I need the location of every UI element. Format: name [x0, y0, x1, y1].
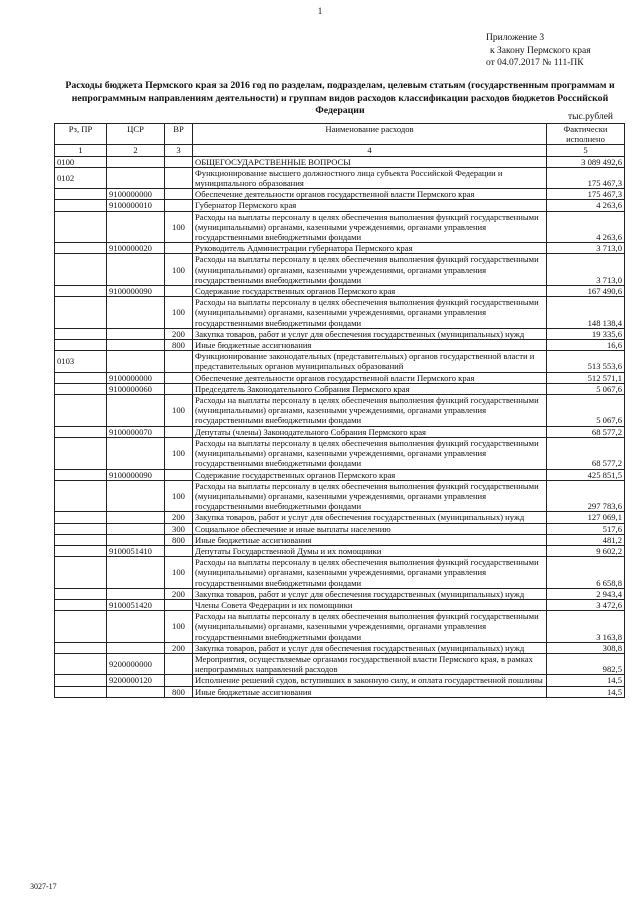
cell-amount: 512 571,1 — [547, 372, 625, 383]
cell-amount: 68 577,2 — [547, 437, 625, 469]
table-row — [55, 340, 625, 351]
cell-rz — [55, 437, 107, 469]
table-header-row — [55, 124, 625, 145]
table-row — [55, 534, 625, 545]
cell-rz — [55, 340, 107, 351]
cell-csr — [107, 534, 165, 545]
header-name: Наименование расходов — [193, 124, 547, 145]
cell-csr: 9200000120 — [107, 675, 165, 686]
cell-rz — [55, 557, 107, 589]
cell-name: Расходы на выплаты персоналу в целях обеспечения выполнения функций государственными (муниципальными) органами, казенными учреждениями, органами управления государственными внебюджетными фондами — [193, 437, 547, 469]
cell-csr: 9100000060 — [107, 383, 165, 394]
cell-csr — [107, 211, 165, 243]
cell-rz — [55, 642, 107, 653]
cell-vr: 100 — [165, 611, 193, 643]
cell-vr — [165, 653, 193, 674]
cell-name: Содержание государственных органов Пермского края — [193, 469, 547, 480]
header-vr: ВР — [165, 124, 193, 145]
cell-csr — [107, 437, 165, 469]
cell-rz — [55, 611, 107, 643]
cell-rz — [55, 426, 107, 437]
cell-vr: 100 — [165, 557, 193, 589]
cell-rz — [55, 243, 107, 254]
cell-name: Закупка товаров, работ и услуг для обеспечения государственных (муниципальных) нужд — [193, 512, 547, 523]
col-number: 3 — [165, 145, 193, 156]
cell-amount: 9 602,2 — [547, 545, 625, 556]
expenses-table — [54, 123, 625, 698]
cell-rz — [55, 328, 107, 339]
cell-name: Закупка товаров, работ и услуг для обеспечения государственных (муниципальных) нужд — [193, 642, 547, 653]
col-number: 1 — [55, 145, 107, 156]
cell-csr — [107, 167, 165, 188]
cell-amount: 16,6 — [547, 340, 625, 351]
cell-name: Исполнение решений судов, вступивших в законную силу, и оплата государственной пошлины — [193, 675, 547, 686]
table-row — [55, 372, 625, 383]
cell-vr — [165, 545, 193, 556]
cell-vr: 100 — [165, 254, 193, 286]
cell-csr — [107, 523, 165, 534]
cell-rz — [55, 297, 107, 329]
cell-vr: 200 — [165, 642, 193, 653]
cell-csr: 9100000090 — [107, 286, 165, 297]
cell-rz: 0102 — [55, 167, 107, 188]
cell-csr: 9100000000 — [107, 189, 165, 200]
table-row — [55, 189, 625, 200]
cell-vr — [165, 383, 193, 394]
cell-amount: 982,5 — [547, 653, 625, 674]
cell-rz — [55, 523, 107, 534]
cell-amount: 297 783,6 — [547, 480, 625, 512]
cell-csr — [107, 340, 165, 351]
table-row — [55, 588, 625, 599]
cell-rz — [55, 254, 107, 286]
appendix-line-1: Приложение 3 — [486, 33, 545, 43]
cell-vr: 100 — [165, 480, 193, 512]
cell-csr: 9200000000 — [107, 653, 165, 674]
appendix-block — [486, 32, 591, 70]
table-row — [55, 243, 625, 254]
cell-vr — [165, 372, 193, 383]
cell-rz — [55, 211, 107, 243]
cell-name: Социальное обеспечение и иные выплаты населению — [193, 523, 547, 534]
table-row — [55, 642, 625, 653]
table-row — [55, 156, 625, 167]
cell-name: Депутаты Государственной Думы и их помощники — [193, 545, 547, 556]
cell-amount: 517,6 — [547, 523, 625, 534]
cell-rz — [55, 545, 107, 556]
cell-csr — [107, 254, 165, 286]
col-number: 4 — [193, 145, 547, 156]
cell-vr: 100 — [165, 437, 193, 469]
cell-amount: 3 089 492,6 — [547, 156, 625, 167]
cell-rz — [55, 372, 107, 383]
cell-name: Депутаты (члены) Законодательного Собрания Пермского края — [193, 426, 547, 437]
document-title: Расходы бюджета Пермского края за 2016 год по разделам, подразделам, целевым статьям (государственным программам и непрограммным направлениям деятельности) и группам видов расходов классификации расходов бюджетов Российской Федерации — [65, 80, 615, 116]
appendix-line-3: от 04.07.2017 № 111-ПК — [486, 58, 584, 68]
cell-csr — [107, 480, 165, 512]
cell-csr: 9100000000 — [107, 372, 165, 383]
cell-name: Расходы на выплаты персоналу в целях обеспечения выполнения функций государственными (муниципальными) органами, казенными учреждениями, органами управления государственными внебюджетными фондами — [193, 395, 547, 427]
cell-rz — [55, 686, 107, 697]
cell-amount: 3 713,0 — [547, 254, 625, 286]
cell-name: Руководитель Администрации губернатора Пермского края — [193, 243, 547, 254]
cell-amount: 175 467,3 — [547, 167, 625, 188]
table-row — [55, 328, 625, 339]
table-row — [55, 545, 625, 556]
table-row — [55, 611, 625, 643]
cell-vr: 200 — [165, 588, 193, 599]
cell-csr — [107, 588, 165, 599]
table-body — [55, 156, 625, 697]
cell-csr — [107, 557, 165, 589]
cell-vr: 800 — [165, 686, 193, 697]
cell-vr — [165, 599, 193, 610]
cell-rz — [55, 469, 107, 480]
header-rz: Рз, ПР — [55, 124, 107, 145]
table-row — [55, 469, 625, 480]
column-number-row — [55, 145, 625, 156]
cell-vr: 800 — [165, 534, 193, 545]
table-row — [55, 557, 625, 589]
cell-name: Расходы на выплаты персоналу в целях обеспечения выполнения функций государственными (муниципальными) органами, казенными учреждениями, органами управления государственными внебюджетными фондами — [193, 557, 547, 589]
cell-name: Функционирование высшего должностного лица субъекта Российской Федерации и муниципального образования — [193, 167, 547, 188]
cell-csr — [107, 611, 165, 643]
cell-name: Обеспечение деятельности органов государственной власти Пермского края — [193, 189, 547, 200]
cell-amount: 3 713,0 — [547, 243, 625, 254]
units-label: тыс.рублей — [568, 112, 614, 122]
cell-name: Закупка товаров, работ и услуг для обеспечения государственных (муниципальных) нужд — [193, 328, 547, 339]
footer-code: 3027-17 — [30, 882, 57, 891]
cell-csr: 9100000010 — [107, 200, 165, 211]
cell-amount: 3 163,8 — [547, 611, 625, 643]
cell-vr: 200 — [165, 328, 193, 339]
table-row — [55, 523, 625, 534]
cell-csr: 9100051410 — [107, 545, 165, 556]
cell-rz — [55, 480, 107, 512]
cell-name: Расходы на выплаты персоналу в целях обеспечения выполнения функций государственными (муниципальными) органами, казенными учреждениями, органами управления государственными внебюджетными фондами — [193, 211, 547, 243]
cell-rz: 0100 — [55, 156, 107, 167]
cell-rz — [55, 512, 107, 523]
cell-name: Закупка товаров, работ и услуг для обеспечения государственных (муниципальных) нужд — [193, 588, 547, 599]
cell-vr — [165, 469, 193, 480]
cell-vr — [165, 286, 193, 297]
cell-vr — [165, 426, 193, 437]
cell-vr — [165, 156, 193, 167]
table-row — [55, 395, 625, 427]
cell-amount: 14,5 — [547, 686, 625, 697]
cell-vr — [165, 351, 193, 372]
cell-amount: 68 577,2 — [547, 426, 625, 437]
table-row — [55, 426, 625, 437]
cell-amount: 148 138,4 — [547, 297, 625, 329]
cell-amount: 4 263,6 — [547, 211, 625, 243]
table-row — [55, 254, 625, 286]
table-row — [55, 686, 625, 697]
cell-amount: 308,8 — [547, 642, 625, 653]
cell-name: ОБЩЕГОСУДАРСТВЕННЫЕ ВОПРОСЫ — [193, 156, 547, 167]
cell-rz — [55, 189, 107, 200]
cell-amount: 6 658,8 — [547, 557, 625, 589]
cell-vr: 100 — [165, 297, 193, 329]
table-row — [55, 297, 625, 329]
cell-vr — [165, 675, 193, 686]
cell-amount: 14,5 — [547, 675, 625, 686]
cell-rz — [55, 599, 107, 610]
table-row — [55, 383, 625, 394]
cell-rz — [55, 653, 107, 674]
table-row — [55, 437, 625, 469]
cell-csr — [107, 297, 165, 329]
cell-csr: 9100000090 — [107, 469, 165, 480]
cell-rz — [55, 286, 107, 297]
cell-csr — [107, 686, 165, 697]
cell-amount: 5 067,6 — [547, 395, 625, 427]
cell-rz — [55, 534, 107, 545]
cell-rz — [55, 588, 107, 599]
cell-rz — [55, 383, 107, 394]
cell-amount: 4 263,6 — [547, 200, 625, 211]
cell-name: Расходы на выплаты персоналу в целях обеспечения выполнения функций государственными (муниципальными) органами, казенными учреждениями, органами управления государственными внебюджетными фондами — [193, 254, 547, 286]
col-number: 5 — [547, 145, 625, 156]
cell-rz — [55, 675, 107, 686]
cell-name: Иные бюджетные ассигнования — [193, 340, 547, 351]
cell-vr: 200 — [165, 512, 193, 523]
table-row — [55, 653, 625, 674]
cell-name: Обеспечение деятельности органов государственной власти Пермского края — [193, 372, 547, 383]
cell-csr: 9100000070 — [107, 426, 165, 437]
cell-name: Председатель Законодательного Собрания Пермского края — [193, 383, 547, 394]
table-row — [55, 200, 625, 211]
table-row — [55, 167, 625, 188]
table-row — [55, 675, 625, 686]
cell-name: Расходы на выплаты персоналу в целях обеспечения выполнения функций государственными (муниципальными) органами, казенными учреждениями, органами управления государственными внебюджетными фондами — [193, 611, 547, 643]
cell-csr — [107, 351, 165, 372]
cell-vr — [165, 243, 193, 254]
col-number: 2 — [107, 145, 165, 156]
cell-csr: 9100000020 — [107, 243, 165, 254]
cell-name: Расходы на выплаты персоналу в целях обеспечения выполнения функций государственными (муниципальными) органами, казенными учреждениями, органами управления государственными внебюджетными фондами — [193, 480, 547, 512]
cell-name: Члены Совета Федерации и их помощники — [193, 599, 547, 610]
cell-csr — [107, 395, 165, 427]
cell-vr: 100 — [165, 395, 193, 427]
cell-name: Расходы на выплаты персоналу в целях обеспечения выполнения функций государственными (муниципальными) органами, казенными учреждениями, органами управления государственными внебюджетными фондами — [193, 297, 547, 329]
table-row — [55, 351, 625, 372]
cell-rz — [55, 395, 107, 427]
cell-amount: 5 067,6 — [547, 383, 625, 394]
cell-amount: 19 335,6 — [547, 328, 625, 339]
table-row — [55, 480, 625, 512]
cell-vr — [165, 200, 193, 211]
cell-csr: 9100051420 — [107, 599, 165, 610]
cell-csr — [107, 328, 165, 339]
header-csr: ЦСР — [107, 124, 165, 145]
cell-name: Содержание государственных органов Пермского края — [193, 286, 547, 297]
cell-vr: 300 — [165, 523, 193, 534]
cell-csr — [107, 642, 165, 653]
cell-csr — [107, 512, 165, 523]
cell-vr: 100 — [165, 211, 193, 243]
cell-vr: 800 — [165, 340, 193, 351]
cell-rz — [55, 200, 107, 211]
cell-vr — [165, 167, 193, 188]
cell-amount: 425 851,5 — [547, 469, 625, 480]
cell-rz: 0103 — [55, 351, 107, 372]
cell-amount: 513 553,6 — [547, 351, 625, 372]
cell-vr — [165, 189, 193, 200]
cell-name: Мероприятия, осуществляемые органами государственной власти Пермского края, в рамках непрограммных направлений расходов — [193, 653, 547, 674]
cell-amount: 2 943,4 — [547, 588, 625, 599]
header-amount: Фактически исполнено — [547, 124, 625, 145]
cell-name: Функционирование законодательных (представительных) органов государственной власти и представительных органов муниципальных образований — [193, 351, 547, 372]
cell-amount: 167 490,6 — [547, 286, 625, 297]
cell-amount: 481,2 — [547, 534, 625, 545]
table-row — [55, 512, 625, 523]
page-number: 1 — [317, 6, 323, 16]
cell-amount: 3 472,6 — [547, 599, 625, 610]
table-row — [55, 211, 625, 243]
cell-name: Иные бюджетные ассигнования — [193, 686, 547, 697]
cell-csr — [107, 156, 165, 167]
cell-name: Губернатор Пермского края — [193, 200, 547, 211]
cell-amount: 175 467,3 — [547, 189, 625, 200]
appendix-line-2: к Закону Пермского края — [490, 45, 591, 56]
cell-amount: 127 069,1 — [547, 512, 625, 523]
table-row — [55, 286, 625, 297]
table-row — [55, 599, 625, 610]
cell-name: Иные бюджетные ассигнования — [193, 534, 547, 545]
